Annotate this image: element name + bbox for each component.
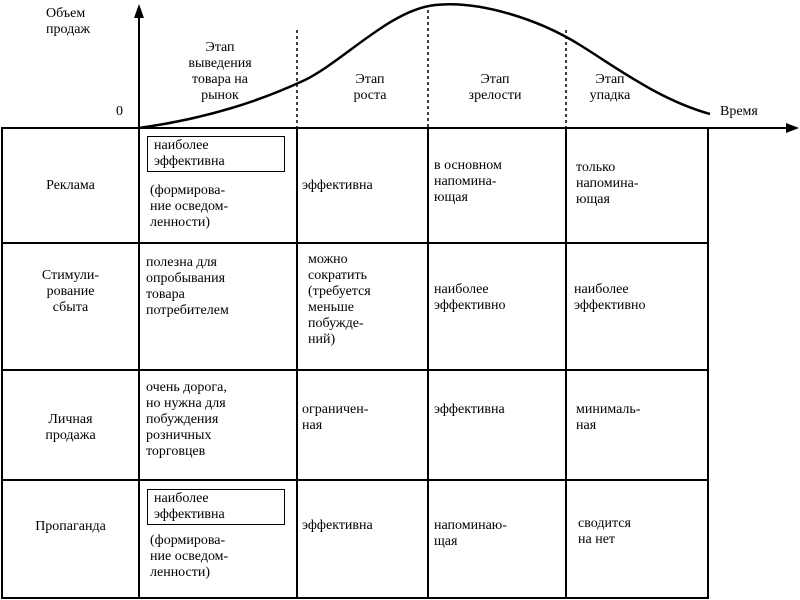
x-axis-arrow bbox=[786, 123, 799, 133]
row-label-sales-promotion: Стимули- рование сбыта bbox=[41, 268, 100, 315]
cell-selling-decline: минималь- ная bbox=[576, 402, 641, 433]
cell-advertising-growth: эффективна bbox=[302, 178, 373, 193]
cell-publicity-growth: эффективна bbox=[302, 518, 373, 533]
row-label-publicity: Пропаганда bbox=[35, 519, 106, 534]
cell-publicity-intro: (формирова- ние осведом- ленности) bbox=[150, 533, 229, 580]
stage-label-introduction: Этап выведения товара на рынок bbox=[188, 40, 252, 103]
stage-label-decline: Этап упадка bbox=[589, 72, 631, 103]
row-label-personal-selling: Личная продажа bbox=[45, 412, 96, 443]
cell-publicity-decline: сводится на нет bbox=[578, 516, 631, 547]
cell-advertising-decline: только напомина- ющая bbox=[576, 160, 639, 207]
cell-promotion-maturity: наиболее эффективно bbox=[434, 282, 506, 313]
cell-promotion-decline: наиболее эффективно bbox=[574, 282, 646, 313]
cell-promotion-intro: полезна для опробывания товара потребителем bbox=[146, 255, 229, 318]
cell-selling-intro: очень дорога, но нужна для побуждения розничных торговцев bbox=[146, 380, 227, 459]
cell-advertising-maturity: в основном напомина- ющая bbox=[434, 158, 502, 205]
y-axis-label: Объем продаж bbox=[46, 6, 91, 37]
row-label-advertising: Реклама bbox=[46, 178, 95, 193]
stage-label-maturity: Этап зрелости bbox=[468, 72, 522, 103]
cell-publicity-intro-boxed: наиболее эффективна bbox=[147, 489, 285, 525]
cell-advertising-intro-boxed: наиболее эффективна bbox=[147, 136, 285, 172]
cell-promotion-growth: можно сократить (требуется меньше побужде- ний) bbox=[308, 252, 371, 347]
stage-label-growth: Этап роста bbox=[353, 72, 387, 103]
origin-label: 0 bbox=[116, 104, 123, 119]
x-axis-label: Время bbox=[720, 104, 758, 119]
cell-selling-growth: ограничен- ная bbox=[302, 402, 369, 433]
y-axis-arrow bbox=[134, 4, 144, 18]
cell-advertising-intro: (формирова- ние осведом- ленности) bbox=[150, 183, 229, 230]
cell-publicity-maturity: напоминаю- щая bbox=[434, 518, 507, 549]
cell-selling-maturity: эффективна bbox=[434, 402, 505, 417]
